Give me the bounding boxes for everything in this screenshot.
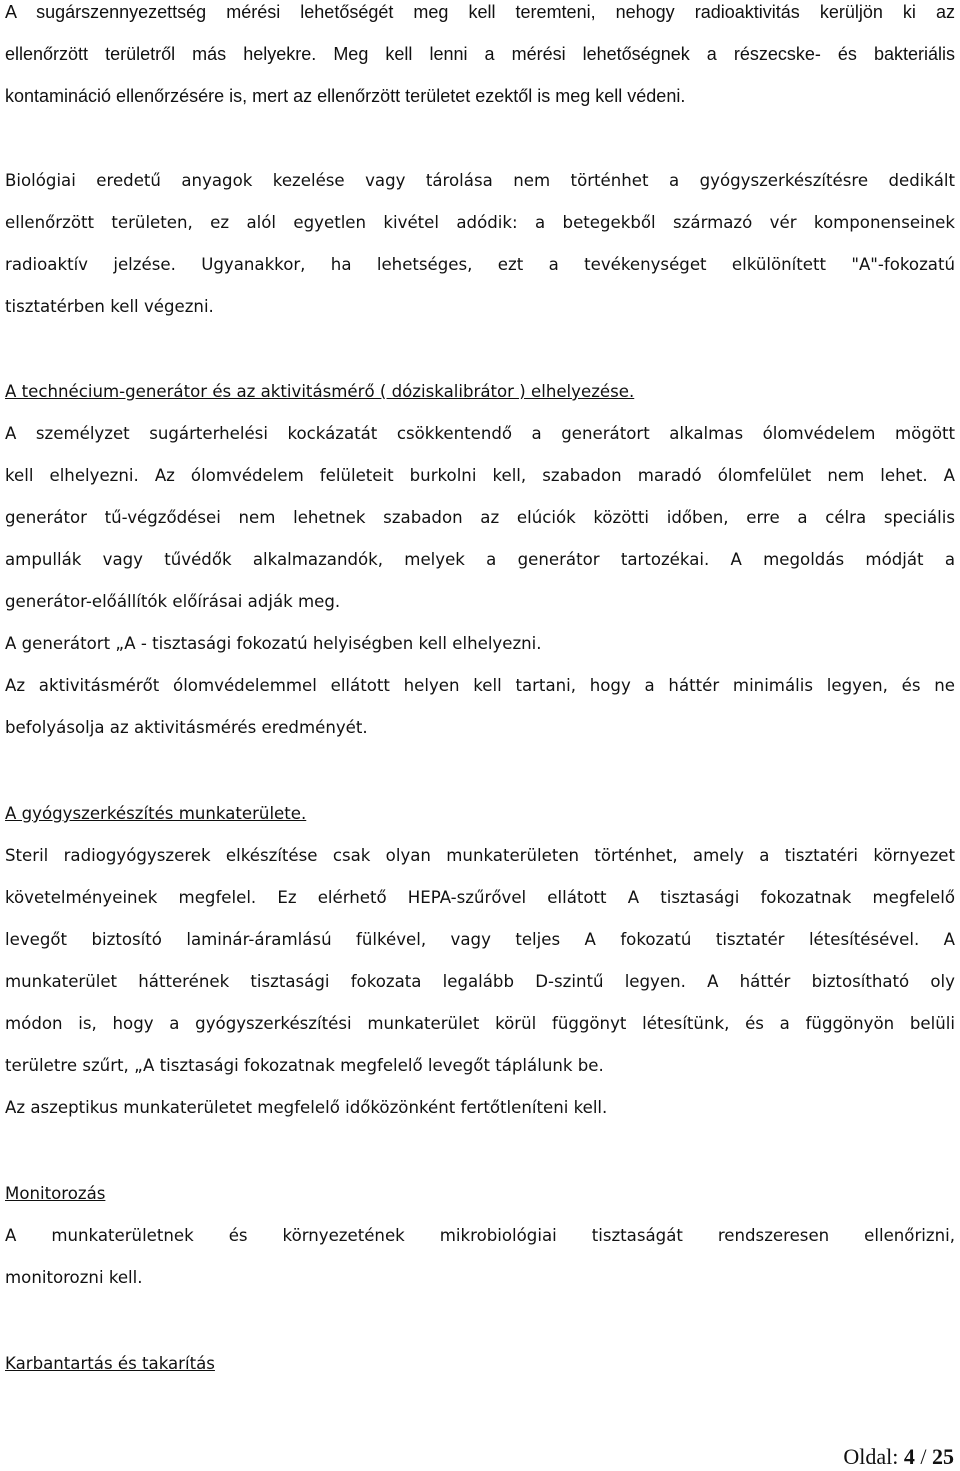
paragraph-line: A munkaterületnek és környezetének mikrobiológiai tisztaságát rendszeresen ellenőrizni, [5,1226,955,1245]
paragraph-line: levegőt biztosító laminár-áramlású fülkével, vagy teljes A fokozatú tisztatér létesítésével. A [5,930,955,949]
paragraph-line: kell elhelyezni. Az ólomvédelem felületeit burkolni kell, szabadon maradó ólomfelület nem lehet. A [5,466,955,485]
paragraph-line: területre szűrt, „A tisztasági fokozatnak megfelelő levegőt táplálunk be. [5,1056,604,1075]
paragraph-line: A személyzet sugárterhelési kockázatát csökkentendő a generátort alkalmas ólomvédelem mögött [5,424,955,443]
paragraph-line: A sugárszennyezettség mérési lehetőségét meg kell teremteni, nehogy radioaktivitás kerüljön ki az [5,2,955,22]
current-page-number: 4 [903,1444,915,1469]
section-heading: A gyógyszerkészítés munkaterülete. [5,804,307,823]
paragraph-line: A generátort „A - tisztasági fokozatú helyiségben kell elhelyezni. [5,634,542,653]
paragraph-line: követelményeinek megfelel. Ez elérhető HEPA-szűrővel ellátott A tisztasági fokozatnak megfelelő [5,888,955,907]
paragraph-line: tisztatérben kell végezni. [5,297,214,316]
paragraph-line: Biológiai eredetű anyagok kezelése vagy tárolása nem történhet a gyógyszerkészítésre dedikált [5,171,955,190]
paragraph-line: generátor-előállítók előírásai adják meg. [5,592,341,611]
paragraph-line: ellenőrzött területről más helyekre. Meg kell lenni a mérési lehetőségnek a részecske- és bakteriális [5,44,955,64]
page-label: Oldal: [843,1444,899,1469]
paragraph-line: generátor tű-végződései nem lehetnek szabadon az elúciók közötti időben, erre a célra speciális [5,508,955,527]
paragraph-line: monitorozni kell. [5,1268,143,1287]
paragraph-line: ellenőrzött területen, ez alól egyetlen kivétel adódik: a betegekből származó vér komponenseinek [5,213,955,232]
paragraph-line: kontamináció ellenőrzésére is, mert az ellenőrzött területet ezektől is meg kell védeni. [5,86,686,106]
paragraph-line: radioaktív jelzése. Ugyanakkor, ha lehetséges, ezt a tevékenységet elkülönített "A"-fokozatú [5,255,955,274]
paragraph-line: munkaterület hátterének tisztasági fokozata legalább D-szintű legyen. A háttér biztosítható oly [5,972,955,991]
page-separator: / [920,1444,927,1469]
paragraph-line: Az aszeptikus munkaterületet megfelelő időközönként fertőtleníteni kell. [5,1098,608,1117]
paragraph-line: Az aktivitásmérőt ólomvédelemmel ellátott helyen kell tartani, hogy a háttér minimális legyen, és ne [5,676,955,695]
section-heading: Monitorozás [5,1184,106,1203]
paragraph-line: Steril radiogyógyszerek elkészítése csak olyan munkaterületen történhet, amely a tisztatéri környezet [5,846,955,865]
paragraph-line: befolyásolja az aktivitásmérés eredményét. [5,718,368,737]
paragraph-line: ampullák vagy tűvédők alkalmazandók, melyek a generátor tartozékai. A megoldás módját a [5,550,955,569]
section-heading: Karbantartás és takarítás [5,1354,215,1373]
section-heading: A technécium-generátor és az aktivitásmérő ( dóziskalibrátor ) elhelyezése. [5,382,635,401]
page-number-footer [843,1443,954,1471]
total-pages-number: 25 [932,1444,954,1469]
paragraph-line: módon is, hogy a gyógyszerkészítési munkaterület körül függönyt létesítünk, és a függönyön belüli [5,1014,955,1033]
